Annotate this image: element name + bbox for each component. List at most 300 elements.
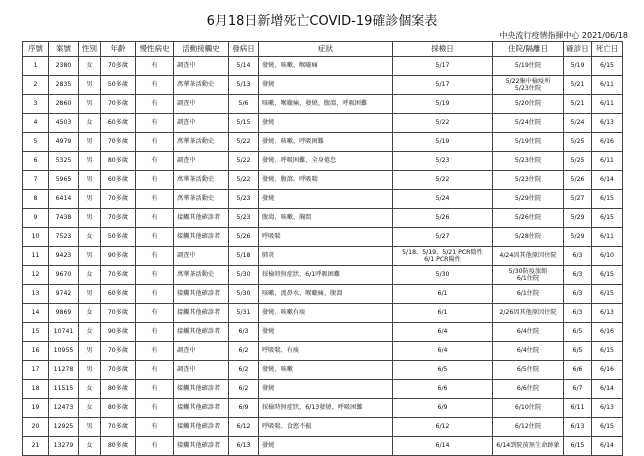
case-number-cell: 6414 <box>49 190 79 209</box>
test-date-cell <box>393 190 493 209</box>
onset-date-cell: 6/9 <box>229 399 259 418</box>
age-cell: 70多歲 <box>101 57 136 76</box>
hospitalization-cell-line: 2/26因其他原因住院 <box>499 309 557 317</box>
symptoms-cell: 發燒 <box>259 380 393 399</box>
sex-cell: 男 <box>79 361 101 380</box>
age-cell: 70多歲 <box>101 304 136 323</box>
table-row <box>23 228 623 247</box>
table-row <box>23 361 623 380</box>
chronic-history-cell: 有 <box>136 57 174 76</box>
contact-history-cell: 接觸其他確診者 <box>174 380 229 399</box>
test-date-cell-line: 5/26 <box>435 214 450 222</box>
sex-cell: 男 <box>79 190 101 209</box>
column-header: 活動接觸史 <box>174 42 229 57</box>
onset-date-cell: 6/2 <box>229 380 259 399</box>
table-row <box>23 190 623 209</box>
hospitalization-cell-line: 5/19住院 <box>514 62 542 70</box>
confirm-date-cell: 5/21 <box>564 95 592 114</box>
hospitalization-cell <box>493 114 564 133</box>
chronic-history-cell: 有 <box>136 304 174 323</box>
contact-history-cell: 調查中 <box>174 57 229 76</box>
onset-date-cell: 5/30 <box>229 266 259 285</box>
contact-history-cell: 接觸其他確診者 <box>174 418 229 437</box>
onset-date-cell: 5/30 <box>229 285 259 304</box>
chronic-history-cell: 有 <box>136 437 174 456</box>
table-row <box>23 133 623 152</box>
hospitalization-cell <box>493 152 564 171</box>
test-date-cell-line: 5/22 <box>435 176 450 184</box>
case-number-cell: 9742 <box>49 285 79 304</box>
row-number-cell: 9 <box>23 209 49 228</box>
table-row <box>23 380 623 399</box>
chronic-history-cell: 有 <box>136 228 174 247</box>
test-date-cell-line: 5/27 <box>435 233 450 241</box>
table-row <box>23 152 623 171</box>
test-date-cell-line: 5/18、5/19、5/21 PCR陰性 <box>402 248 483 256</box>
death-date-cell: 6/11 <box>592 228 623 247</box>
confirm-date-cell: 6/3 <box>564 285 592 304</box>
table-header-row <box>23 42 623 57</box>
test-date-cell <box>393 95 493 114</box>
hospitalization-cell-line: 5/19住院 <box>514 138 542 146</box>
symptoms-cell: 發燒、腹瀉、呼吸喘 <box>259 171 393 190</box>
symptoms-cell: 發燒、咳嗽、呼吸困難 <box>259 133 393 152</box>
test-date-cell-line: 5/19 <box>435 100 450 108</box>
table-row <box>23 171 623 190</box>
age-cell: 70多歲 <box>101 266 136 285</box>
death-date-cell: 6/15 <box>592 57 623 76</box>
death-date-cell: 6/15 <box>592 285 623 304</box>
test-date-cell-line: 5/24 <box>435 195 450 203</box>
test-date-cell-line: 5/22 <box>435 119 450 127</box>
case-number-cell: 7523 <box>49 228 79 247</box>
hospitalization-cell <box>493 437 564 456</box>
onset-date-cell: 5/6 <box>229 95 259 114</box>
onset-date-cell: 6/2 <box>229 361 259 380</box>
table-row <box>23 114 623 133</box>
row-number-cell: 20 <box>23 418 49 437</box>
chronic-history-cell: 有 <box>136 399 174 418</box>
death-date-cell: 6/11 <box>592 95 623 114</box>
symptoms-cell: 咳嗽、喉嚨痛、發燒、腹瀉、呼吸困難 <box>259 95 393 114</box>
symptoms-cell: 採檢時無症狀，6/1呼吸困難 <box>259 266 393 285</box>
death-date-cell: 6/13 <box>592 399 623 418</box>
test-date-cell <box>393 380 493 399</box>
age-cell: 80多歲 <box>101 380 136 399</box>
test-date-cell-line: 5/17 <box>435 62 450 70</box>
death-date-cell: 6/16 <box>592 133 623 152</box>
hospitalization-cell <box>493 228 564 247</box>
age-cell: 60多歲 <box>101 285 136 304</box>
symptoms-cell: 發燒 <box>259 114 393 133</box>
row-number-cell: 10 <box>23 228 49 247</box>
test-date-cell <box>393 209 493 228</box>
death-date-cell: 6/11 <box>592 76 623 95</box>
test-date-cell <box>393 399 493 418</box>
test-date-cell-line: 6/1 <box>437 309 448 317</box>
chronic-history-cell: 有 <box>136 323 174 342</box>
contact-history-cell: 調查中 <box>174 342 229 361</box>
hospitalization-cell <box>493 380 564 399</box>
test-date-cell <box>393 228 493 247</box>
test-date-cell-line: 5/17 <box>435 81 450 89</box>
age-cell: 70多歲 <box>101 95 136 114</box>
test-date-cell-line: 5/30 <box>435 271 450 279</box>
age-cell: 60多歲 <box>101 114 136 133</box>
case-number-cell: 5325 <box>49 152 79 171</box>
hospitalization-cell-line: 4/24因其他原因住院 <box>499 252 557 260</box>
onset-date-cell: 5/31 <box>229 304 259 323</box>
symptoms-cell: 發燒 <box>259 323 393 342</box>
hospitalization-cell-line: 6/10住院 <box>514 404 542 412</box>
hospitalization-cell <box>493 323 564 342</box>
chronic-history-cell: 有 <box>136 209 174 228</box>
test-date-cell <box>393 323 493 342</box>
age-cell: 50多歲 <box>101 76 136 95</box>
row-number-cell: 12 <box>23 266 49 285</box>
column-header: 症狀 <box>259 42 393 57</box>
symptoms-cell: 發燒、呼吸困難、全身倦怠 <box>259 152 393 171</box>
onset-date-cell: 5/22 <box>229 152 259 171</box>
test-date-cell <box>393 133 493 152</box>
death-date-cell: 6/13 <box>592 114 623 133</box>
hospitalization-cell <box>493 266 564 285</box>
case-number-cell: 12473 <box>49 399 79 418</box>
case-number-cell: 11515 <box>49 380 79 399</box>
column-header: 案號 <box>49 42 79 57</box>
test-date-cell <box>393 152 493 171</box>
hospitalization-cell-line: 5/24住院 <box>514 119 542 127</box>
chronic-history-cell: 有 <box>136 285 174 304</box>
confirm-date-cell: 6/15 <box>564 437 592 456</box>
case-number-cell: 4503 <box>49 114 79 133</box>
hospitalization-cell-line: 5/23住院 <box>514 85 542 92</box>
table-row <box>23 209 623 228</box>
hospitalization-cell <box>493 95 564 114</box>
table-row <box>23 342 623 361</box>
sex-cell: 女 <box>79 57 101 76</box>
hospitalization-cell-line: 6/1住院 <box>516 275 540 282</box>
table-row <box>23 266 623 285</box>
contact-history-cell: 接觸其他確診者 <box>174 304 229 323</box>
age-cell: 70多歲 <box>101 418 136 437</box>
sex-cell: 女 <box>79 380 101 399</box>
row-number-cell: 11 <box>23 247 49 266</box>
test-date-cell-line: 6/6 <box>437 385 448 393</box>
contact-history-cell: 萬華茶活動史 <box>174 171 229 190</box>
row-number-cell: 13 <box>23 285 49 304</box>
hospitalization-cell-line: 6/6住院 <box>516 385 540 393</box>
contact-history-cell: 接觸其他確診者 <box>174 228 229 247</box>
onset-date-cell: 5/22 <box>229 133 259 152</box>
chronic-history-cell: 有 <box>136 171 174 190</box>
case-number-cell: 10955 <box>49 342 79 361</box>
sex-cell: 男 <box>79 285 101 304</box>
case-number-cell: 10741 <box>49 323 79 342</box>
symptoms-cell: 發燒 <box>259 190 393 209</box>
column-header: 確診日 <box>564 42 592 57</box>
row-number-cell: 18 <box>23 380 49 399</box>
row-number-cell: 16 <box>23 342 49 361</box>
confirm-date-cell: 6/3 <box>564 266 592 285</box>
case-number-cell: 4979 <box>49 133 79 152</box>
case-number-cell: 13279 <box>49 437 79 456</box>
hospitalization-cell-line: 6/12住院 <box>514 423 542 431</box>
row-number-cell: 1 <box>23 57 49 76</box>
test-date-cell-line: 6/14 <box>435 442 450 450</box>
onset-date-cell: 5/23 <box>229 190 259 209</box>
case-number-cell: 9869 <box>49 304 79 323</box>
confirm-date-cell: 6/5 <box>564 342 592 361</box>
table-row <box>23 285 623 304</box>
row-number-cell: 15 <box>23 323 49 342</box>
onset-date-cell: 6/3 <box>229 323 259 342</box>
document-title: 6月18日新增死亡COVID-19確診個案表 <box>206 14 438 29</box>
test-date-cell-line: 6/4 <box>437 328 448 336</box>
sex-cell: 女 <box>79 399 101 418</box>
contact-history-cell: 接觸其他確診者 <box>174 285 229 304</box>
case-number-cell: 7438 <box>49 209 79 228</box>
row-number-cell: 4 <box>23 114 49 133</box>
column-header: 性別 <box>79 42 101 57</box>
sex-cell: 男 <box>79 209 101 228</box>
contact-history-cell: 調查中 <box>174 95 229 114</box>
row-number-cell: 17 <box>23 361 49 380</box>
table-row <box>23 323 623 342</box>
case-number-cell: 9670 <box>49 266 79 285</box>
agency-date: 中央流行疫情指揮中心 2021/06/18 <box>499 31 628 40</box>
age-cell: 80多歲 <box>101 437 136 456</box>
hospitalization-cell <box>493 361 564 380</box>
chronic-history-cell: 有 <box>136 95 174 114</box>
hospitalization-cell <box>493 342 564 361</box>
chronic-history-cell: 有 <box>136 361 174 380</box>
death-date-cell: 6/16 <box>592 323 623 342</box>
test-date-cell <box>393 418 493 437</box>
onset-date-cell: 5/26 <box>229 228 259 247</box>
column-header: 序號 <box>23 42 49 57</box>
column-header: 住院/隔離日 <box>493 42 564 57</box>
sex-cell: 男 <box>79 152 101 171</box>
case-number-cell: 2380 <box>49 57 79 76</box>
confirm-date-cell: 6/6 <box>564 361 592 380</box>
chronic-history-cell: 有 <box>136 152 174 171</box>
hospitalization-cell-line: 5/26住院 <box>514 214 542 222</box>
sex-cell: 男 <box>79 247 101 266</box>
death-date-cell: 6/14 <box>592 171 623 190</box>
test-date-cell-line: 6/9 <box>437 404 448 412</box>
test-date-cell <box>393 361 493 380</box>
hospitalization-cell <box>493 76 564 95</box>
sex-cell: 男 <box>79 342 101 361</box>
column-header: 慢性病史 <box>136 42 174 57</box>
age-cell: 70多歲 <box>101 361 136 380</box>
table-row <box>23 57 623 76</box>
test-date-cell-line: 6/12 <box>435 423 450 431</box>
confirm-date-cell: 6/5 <box>564 323 592 342</box>
symptoms-cell: 發燒 <box>259 437 393 456</box>
test-date-cell-line: 6/4 <box>437 347 448 355</box>
sex-cell: 男 <box>79 171 101 190</box>
test-date-cell <box>393 247 493 266</box>
contact-history-cell: 萬華茶活動史 <box>174 190 229 209</box>
symptoms-cell: 呼吸喘、有痰 <box>259 342 393 361</box>
age-cell: 60多歲 <box>101 171 136 190</box>
death-date-cell: 6/13 <box>592 304 623 323</box>
contact-history-cell: 接觸其他確診者 <box>174 209 229 228</box>
death-date-cell: 6/14 <box>592 437 623 456</box>
age-cell: 70多歲 <box>101 190 136 209</box>
contact-history-cell: 接觸其他確診者 <box>174 399 229 418</box>
death-date-cell: 6/15 <box>592 266 623 285</box>
confirm-date-cell: 6/7 <box>564 380 592 399</box>
chronic-history-cell: 有 <box>136 266 174 285</box>
onset-date-cell: 6/13 <box>229 437 259 456</box>
symptoms-cell: 發燒、咳嗽 <box>259 361 393 380</box>
case-number-cell: 12925 <box>49 418 79 437</box>
symptoms-cell: 發燒、咳嗽、喉嚨痛 <box>259 57 393 76</box>
row-number-cell: 14 <box>23 304 49 323</box>
column-header: 發病日 <box>229 42 259 57</box>
chronic-history-cell: 有 <box>136 76 174 95</box>
hospitalization-cell-line: 6/14到院前無生命跡象 <box>496 442 560 450</box>
hospitalization-cell-line: 6/5住院 <box>516 366 540 374</box>
hospitalization-cell <box>493 171 564 190</box>
symptoms-cell: 發燒、咳嗽有痰 <box>259 304 393 323</box>
contact-history-cell: 接觸其他確診者 <box>174 323 229 342</box>
symptoms-cell: 發燒 <box>259 76 393 95</box>
onset-date-cell: 5/15 <box>229 114 259 133</box>
chronic-history-cell: 有 <box>136 380 174 399</box>
confirm-date-cell: 6/3 <box>564 304 592 323</box>
symptoms-cell: 呼吸喘、食慾不振 <box>259 418 393 437</box>
row-number-cell: 19 <box>23 399 49 418</box>
confirm-date-cell: 5/21 <box>564 76 592 95</box>
contact-history-cell: 調查中 <box>174 361 229 380</box>
confirm-date-cell: 5/26 <box>564 171 592 190</box>
symptoms-cell: 呼吸喘 <box>259 228 393 247</box>
sex-cell: 女 <box>79 323 101 342</box>
onset-date-cell: 5/13 <box>229 76 259 95</box>
age-cell: 70多歲 <box>101 209 136 228</box>
onset-date-cell: 5/18 <box>229 247 259 266</box>
test-date-cell-line: 5/19 <box>435 138 450 146</box>
row-number-cell: 3 <box>23 95 49 114</box>
case-number-cell: 2835 <box>49 76 79 95</box>
onset-date-cell: 6/12 <box>229 418 259 437</box>
test-date-cell <box>393 76 493 95</box>
hospitalization-cell-line: 6/1住院 <box>516 290 540 298</box>
chronic-history-cell: 有 <box>136 342 174 361</box>
contact-history-cell: 調查中 <box>174 247 229 266</box>
hospitalization-cell-line: 6/4住院 <box>516 328 540 336</box>
hospitalization-cell-line: 5/22集中檢疫所 <box>505 77 551 85</box>
hospitalization-cell-line: 5/28住院 <box>514 233 542 241</box>
hospitalization-cell <box>493 418 564 437</box>
symptoms-cell: 咳嗽、流鼻水、喉嚨痛、腹瀉 <box>259 285 393 304</box>
confirm-date-cell: 6/11 <box>564 399 592 418</box>
symptoms-cell: 採檢時無症狀，6/13發燒、呼吸困難 <box>259 399 393 418</box>
contact-history-cell: 接觸其他確診者 <box>174 437 229 456</box>
death-date-cell: 6/15 <box>592 190 623 209</box>
contact-history-cell: 調查中 <box>174 114 229 133</box>
test-date-cell <box>393 57 493 76</box>
table-row <box>23 418 623 437</box>
test-date-cell-line: 6/1 <box>437 290 448 298</box>
death-cases-table <box>22 41 623 456</box>
age-cell: 80多歲 <box>101 152 136 171</box>
sex-cell: 女 <box>79 114 101 133</box>
table-row <box>23 95 623 114</box>
contact-history-cell: 萬華茶活動史 <box>174 266 229 285</box>
chronic-history-cell: 有 <box>136 418 174 437</box>
row-number-cell: 8 <box>23 190 49 209</box>
chronic-history-cell: 有 <box>136 190 174 209</box>
row-number-cell: 5 <box>23 133 49 152</box>
table-body <box>23 57 623 456</box>
sex-cell: 女 <box>79 304 101 323</box>
hospitalization-cell <box>493 133 564 152</box>
test-date-cell <box>393 266 493 285</box>
confirm-date-cell: 5/24 <box>564 114 592 133</box>
confirm-date-cell: 6/13 <box>564 418 592 437</box>
death-date-cell: 6/16 <box>592 361 623 380</box>
test-date-cell-line: 5/23 <box>435 157 450 165</box>
hospitalization-cell <box>493 190 564 209</box>
case-number-cell: 9423 <box>49 247 79 266</box>
test-date-cell <box>393 114 493 133</box>
age-cell: 50多歲 <box>101 228 136 247</box>
table-row <box>23 437 623 456</box>
chronic-history-cell: 有 <box>136 114 174 133</box>
death-date-cell: 6/15 <box>592 418 623 437</box>
test-date-cell-line: 6/5 <box>437 366 448 374</box>
hospitalization-cell-line: 5/30防疫旅館 <box>508 267 548 275</box>
symptoms-cell: 肺炎 <box>259 247 393 266</box>
age-cell: 90多歲 <box>101 247 136 266</box>
hospitalization-cell <box>493 285 564 304</box>
table-row <box>23 399 623 418</box>
confirm-date-cell: 5/29 <box>564 228 592 247</box>
confirm-date-cell: 5/25 <box>564 152 592 171</box>
table-row <box>23 304 623 323</box>
chronic-history-cell: 有 <box>136 133 174 152</box>
onset-date-cell: 5/22 <box>229 171 259 190</box>
chronic-history-cell: 有 <box>136 247 174 266</box>
sex-cell: 男 <box>79 95 101 114</box>
confirm-date-cell: 5/25 <box>564 133 592 152</box>
age-cell: 70多歲 <box>101 133 136 152</box>
test-date-cell <box>393 304 493 323</box>
row-number-cell: 7 <box>23 171 49 190</box>
row-number-cell: 2 <box>23 76 49 95</box>
hospitalization-cell <box>493 304 564 323</box>
test-date-cell <box>393 437 493 456</box>
symptoms-cell: 腹瀉、咳嗽、胸悶 <box>259 209 393 228</box>
death-date-cell: 6/11 <box>592 152 623 171</box>
death-date-cell: 6/10 <box>592 247 623 266</box>
hospitalization-cell-line: 5/29住院 <box>514 195 542 203</box>
hospitalization-cell <box>493 57 564 76</box>
age-cell: 80多歲 <box>101 399 136 418</box>
hospitalization-cell <box>493 247 564 266</box>
table-row <box>23 247 623 266</box>
column-header: 年齡 <box>101 42 136 57</box>
table-row <box>23 76 623 95</box>
death-date-cell: 6/15 <box>592 342 623 361</box>
case-number-cell: 5965 <box>49 171 79 190</box>
test-date-cell-line: 6/1 PCR陽性 <box>424 256 461 263</box>
